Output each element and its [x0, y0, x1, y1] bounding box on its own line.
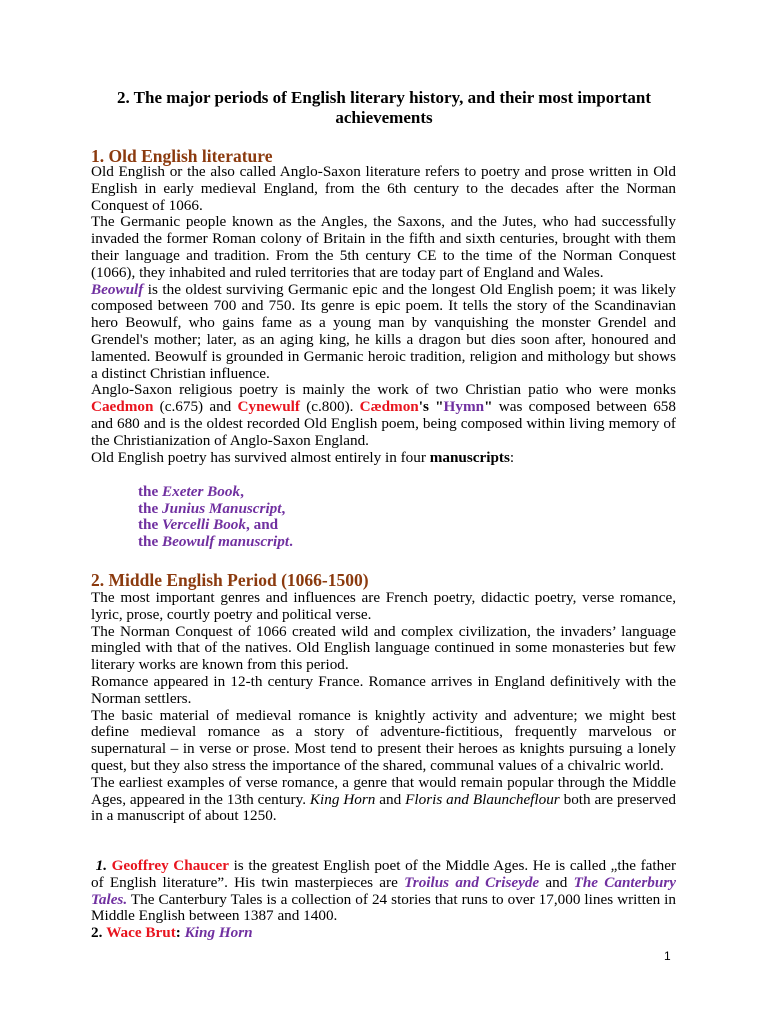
manuscript-list — [138, 484, 538, 550]
list-item: 1. Geoffrey Chaucer is the greatest English poet of the Middle Ages. He is called „the father of English literature”. His twin masterpieces are Troilus and Criseyde and The Canterbury Tales. The Canterbury Tales is a collection of 24 stories that runs to over 17,000 lines written in Middle English between 1387 and 1400. — [91, 857, 676, 925]
author-name: Caedmon — [91, 398, 154, 416]
paragraph: Old English poetry has survived almost entirely in four manuscripts: — [91, 448, 515, 466]
list-item: the Vercelli Book, and — [138, 516, 279, 534]
list-item: the Junius Manuscript, — [138, 499, 286, 517]
work-title: King Horn — [309, 790, 376, 808]
page-number: 1 — [664, 949, 671, 963]
list-item: 2. Wace Brut: King Horn — [91, 924, 253, 942]
list-item: the Exeter Book, — [138, 483, 244, 500]
list-item: the Beowulf manuscript. — [138, 532, 293, 550]
work-title: Beowulf — [91, 280, 144, 298]
page-title: 2. The major periods of English literary history, and their most important achievements — [116, 88, 652, 127]
author-name: Cynewulf — [237, 398, 300, 416]
chaucer-entry — [91, 858, 676, 942]
section-heading-old-english: 1. Old English literature — [91, 146, 273, 166]
paragraph: Romance appeared in 12-th century France. Romance arrives in England definitively with the Norman settlers. — [91, 672, 676, 707]
paragraph: Old English or the also called Anglo-Saxon literature refers to poetry and prose written in Old English in early medieval England, from the 6th century to the decades after the Norman Conquest of 1066. — [91, 163, 676, 214]
section-middle-english-body — [91, 590, 676, 825]
section-old-english-body — [91, 164, 676, 466]
paragraph: The basic material of medieval romance is knightly activity and adventure; we might best define medieval romance as a story of adventure-fictitious, frequently marvelous or supernatural – in verse or prose. Most tend to present their heroes as knights pursuing a lonely quest, but they also stress the importance of the shared, communal values of a chivalric world. — [91, 706, 676, 774]
work-title: Troilus and Criseyde — [404, 873, 540, 891]
work-title: The Canterbury Tales. — [91, 873, 676, 908]
paragraph: Anglo-Saxon religious poetry is mainly the work of two Christian patio who were monks Caedmon (c.675) and Cynewulf (c.800). Cædmon's "Hymn" was composed between 658 and 680 and is the oldest recorded Old English poem, being composed within living memory of the Christianization of Anglo-Saxon England. — [91, 381, 676, 449]
work-title: Hymn — [443, 398, 485, 416]
author-name: Cædmon — [359, 398, 419, 416]
paragraph: The most important genres and influences are French poetry, didactic poetry, verse romance, lyric, prose, courtly poetry and political verse. — [91, 589, 676, 623]
author-name: Geoffrey Chaucer — [111, 857, 229, 874]
paragraph: Beowulf is the oldest surviving Germanic epic and the longest Old English poem; it was likely composed between 700 and 750. Its genre is epic poem. It tells the story of the Scandinavian hero Beowulf, who gains fame as a young man by vanquishing the monster Grendel and Grendel's mother; later, as an aging king, he kills a dragon but dies soon after, honoured and lamented. Beowulf is grounded in Germanic heroic tradition, religion and mithology but shows a distinct Christian influence. — [91, 280, 676, 382]
author-name: Wace Brut — [106, 924, 176, 942]
paragraph: The earliest examples of verse romance, a genre that would remain popular through the Middle Ages, appeared in the 13th century. King Horn and Floris and Blauncheflour both are preserved in a manuscript of about 1250. — [91, 773, 676, 825]
paragraph: The Norman Conquest of 1066 created wild and complex civilization, the invaders’ language mingled with that of the natives. Old English language continued in some monasteries but few literary works are known from this period. — [91, 622, 676, 674]
section-heading-middle-english: 2. Middle English Period (1066-1500) — [91, 570, 369, 590]
work-title: King Horn — [184, 924, 253, 942]
paragraph: The Germanic people known as the Angles, the Saxons, and the Jutes, who had successfully invaded the former Roman colony of Britain in the fifth and sixth centuries, brought with them their language and tradition. From the 5th century CE to the time of the Norman Conquest (1066), they inhabited and ruled territories that are today part of England and Wales. — [91, 213, 676, 281]
work-title: Floris and Blauncheflour — [405, 790, 560, 808]
